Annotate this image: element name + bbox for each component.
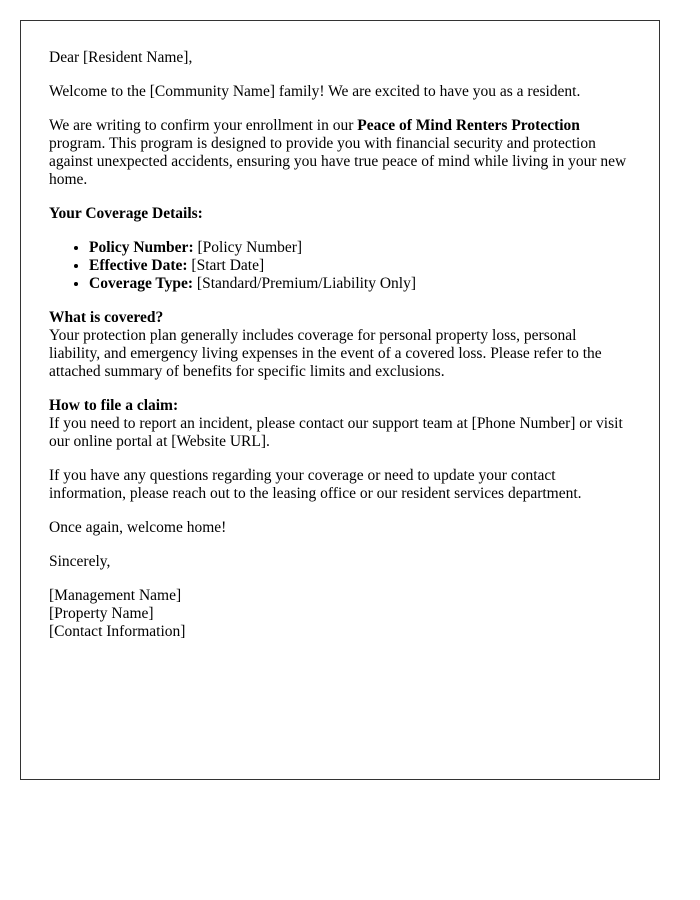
program-name: Peace of Mind Renters Protection <box>357 117 580 134</box>
coverage-item-value: [Standard/Premium/Liability Only] <box>193 275 417 292</box>
signature-block <box>49 587 631 641</box>
letter-page <box>20 20 660 780</box>
claim-heading: How to file a claim: <box>49 397 179 414</box>
coverage-heading-text: Your Coverage Details: <box>49 205 203 222</box>
coverage-list <box>49 239 631 293</box>
intro-paragraph <box>49 117 631 189</box>
coverage-heading <box>49 205 631 223</box>
signature-management: [Management Name] <box>49 587 182 604</box>
signoff: Sincerely, <box>49 553 111 570</box>
intro-text-after: program. This program is designed to provide you with financial security and protection against unexpected accidents, ensuring you have true peace of mind while living in your new home. <box>49 135 627 188</box>
coverage-item-policy-number <box>89 239 631 257</box>
signature-property: [Property Name] <box>49 605 154 622</box>
covered-heading: What is covered? <box>49 309 164 326</box>
welcome-paragraph: Welcome to the [Community Name] family! We are excited to have you as a resident. <box>49 83 581 100</box>
coverage-item-label: Effective Date: <box>89 257 188 274</box>
closing-line: Once again, welcome home! <box>49 519 227 536</box>
questions-paragraph: If you have any questions regarding your coverage or need to update your contact information, please reach out to the leasing office or our resident services department. <box>49 467 582 502</box>
covered-text: Your protection plan generally includes coverage for personal property loss, personal liability, and emergency living expenses in the event of a covered loss. Please refer to the attached summary of benefits for specific limits and exclusions. <box>49 327 602 380</box>
coverage-item-value: [Policy Number] <box>193 239 303 256</box>
coverage-item-effective-date <box>89 257 631 275</box>
greeting: Dear [Resident Name], <box>49 49 193 66</box>
claim-section <box>49 397 631 451</box>
claim-text: If you need to report an incident, please contact our support team at [Phone Number] or visit our online portal at [Website URL]. <box>49 415 623 450</box>
coverage-item-coverage-type <box>89 275 631 293</box>
intro-text-before: We are writing to confirm your enrollment in our <box>49 117 358 134</box>
coverage-item-value: [Start Date] <box>187 257 265 274</box>
covered-section <box>49 309 631 381</box>
coverage-item-label: Coverage Type: <box>89 275 194 292</box>
coverage-item-label: Policy Number: <box>89 239 194 256</box>
signature-contact: [Contact Information] <box>49 623 186 640</box>
